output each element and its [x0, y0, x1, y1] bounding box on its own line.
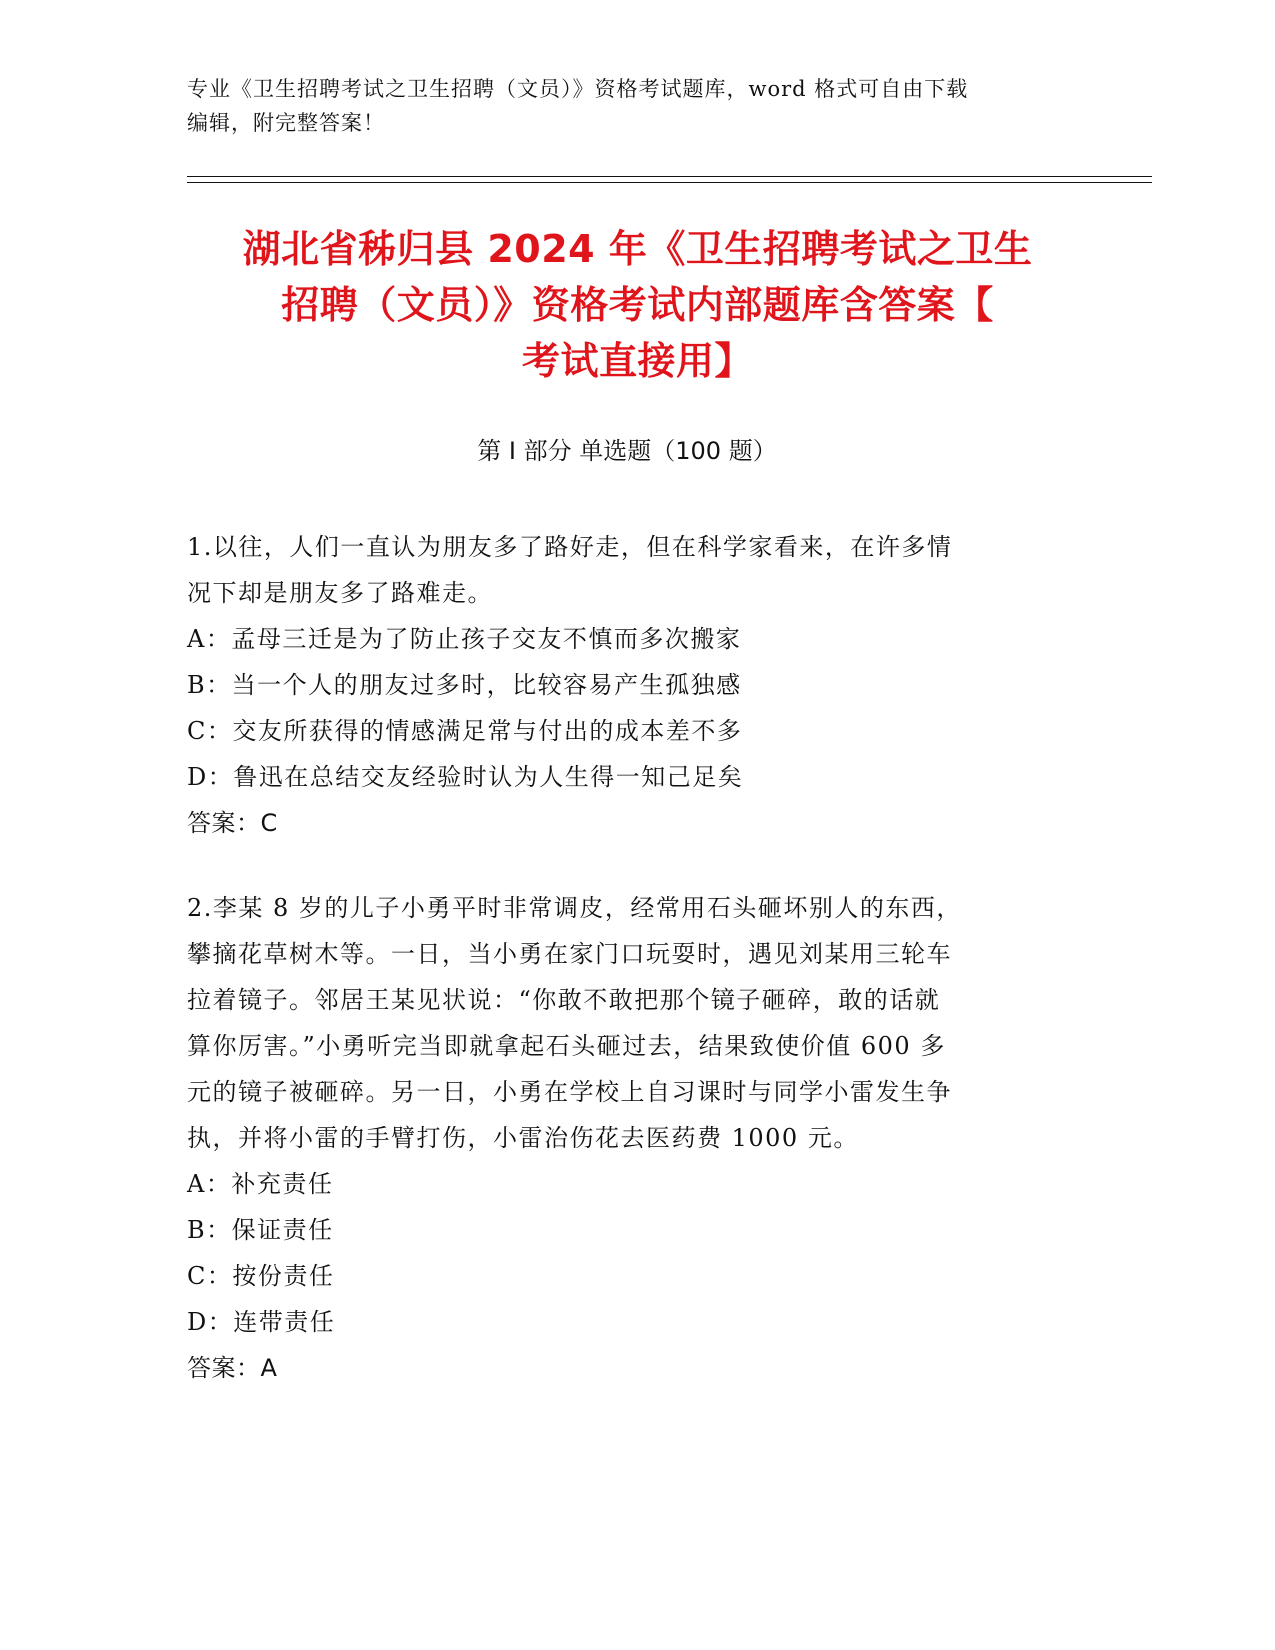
option-b: B：保证责任 — [187, 1216, 334, 1244]
header-note-line-2: 编辑，附完整答案！ — [187, 111, 385, 135]
header-divider-bottom — [187, 182, 1152, 183]
question-stem-line: 况下却是朋友多了路难走。 — [187, 579, 493, 607]
question-stem-line: 执，并将小雷的手臂打伤，小雷治伤花去医药费 1000 元。 — [187, 1124, 859, 1152]
question-stem-line: 1.以往，人们一直认为朋友多了路好走，但在科学家看来，在许多情 — [187, 533, 953, 561]
option-d: D：连带责任 — [187, 1308, 336, 1336]
question-2 — [187, 885, 1067, 1391]
question-stem-line: 元的镜子被砸碎。另一日，小勇在学校上自习课时与同学小雷发生争 — [187, 1078, 952, 1106]
answer-label: 答案：C — [187, 809, 278, 837]
answer-label: 答案：A — [187, 1354, 278, 1382]
header-note — [187, 72, 1067, 140]
option-d: D：鲁迅在总结交友经验时认为人生得一知己足矣 — [187, 763, 744, 791]
option-c: C：按份责任 — [187, 1262, 335, 1290]
document-title-line-1: 湖北省秭归县 2024 年《卫生招聘考试之卫生 — [242, 227, 1033, 271]
document-title — [170, 221, 1105, 389]
header-divider-top — [187, 176, 1152, 177]
header-note-line-1: 专业《卫生招聘考试之卫生招聘（文员）》资格考试题库，word 格式可自由下载 — [187, 77, 969, 101]
question-stem-line: 2.李某 8 岁的儿子小勇平时非常调皮，经常用石头砸坏别人的东西， — [187, 894, 962, 922]
section-heading: 第 I 部分 单选题（100 题） — [477, 437, 777, 465]
question-stem-line: 攀摘花草树木等。一日，当小勇在家门口玩耍时，遇见刘某用三轮车 — [187, 940, 952, 968]
option-a: A：孟母三迁是为了防止孩子交友不慎而多次搬家 — [187, 625, 742, 653]
question-1 — [187, 524, 1067, 846]
option-c: C：交友所获得的情感满足常与付出的成本差不多 — [187, 717, 743, 745]
question-stem-line: 拉着镜子。邻居王某见状说：“你敢不敢把那个镜子砸碎，敢的话就 — [187, 986, 941, 1014]
document-title-line-2: 招聘（文员）》资格考试内部题库含答案【 — [281, 283, 994, 327]
document-title-line-3: 考试直接用】 — [521, 339, 753, 383]
option-a: A：补充责任 — [187, 1170, 334, 1198]
question-stem-line: 算你厉害。”小勇听完当即就拿起石头砸过去，结果致使价值 600 多 — [187, 1032, 946, 1060]
option-b: B：当一个人的朋友过多时，比较容易产生孤独感 — [187, 671, 742, 699]
